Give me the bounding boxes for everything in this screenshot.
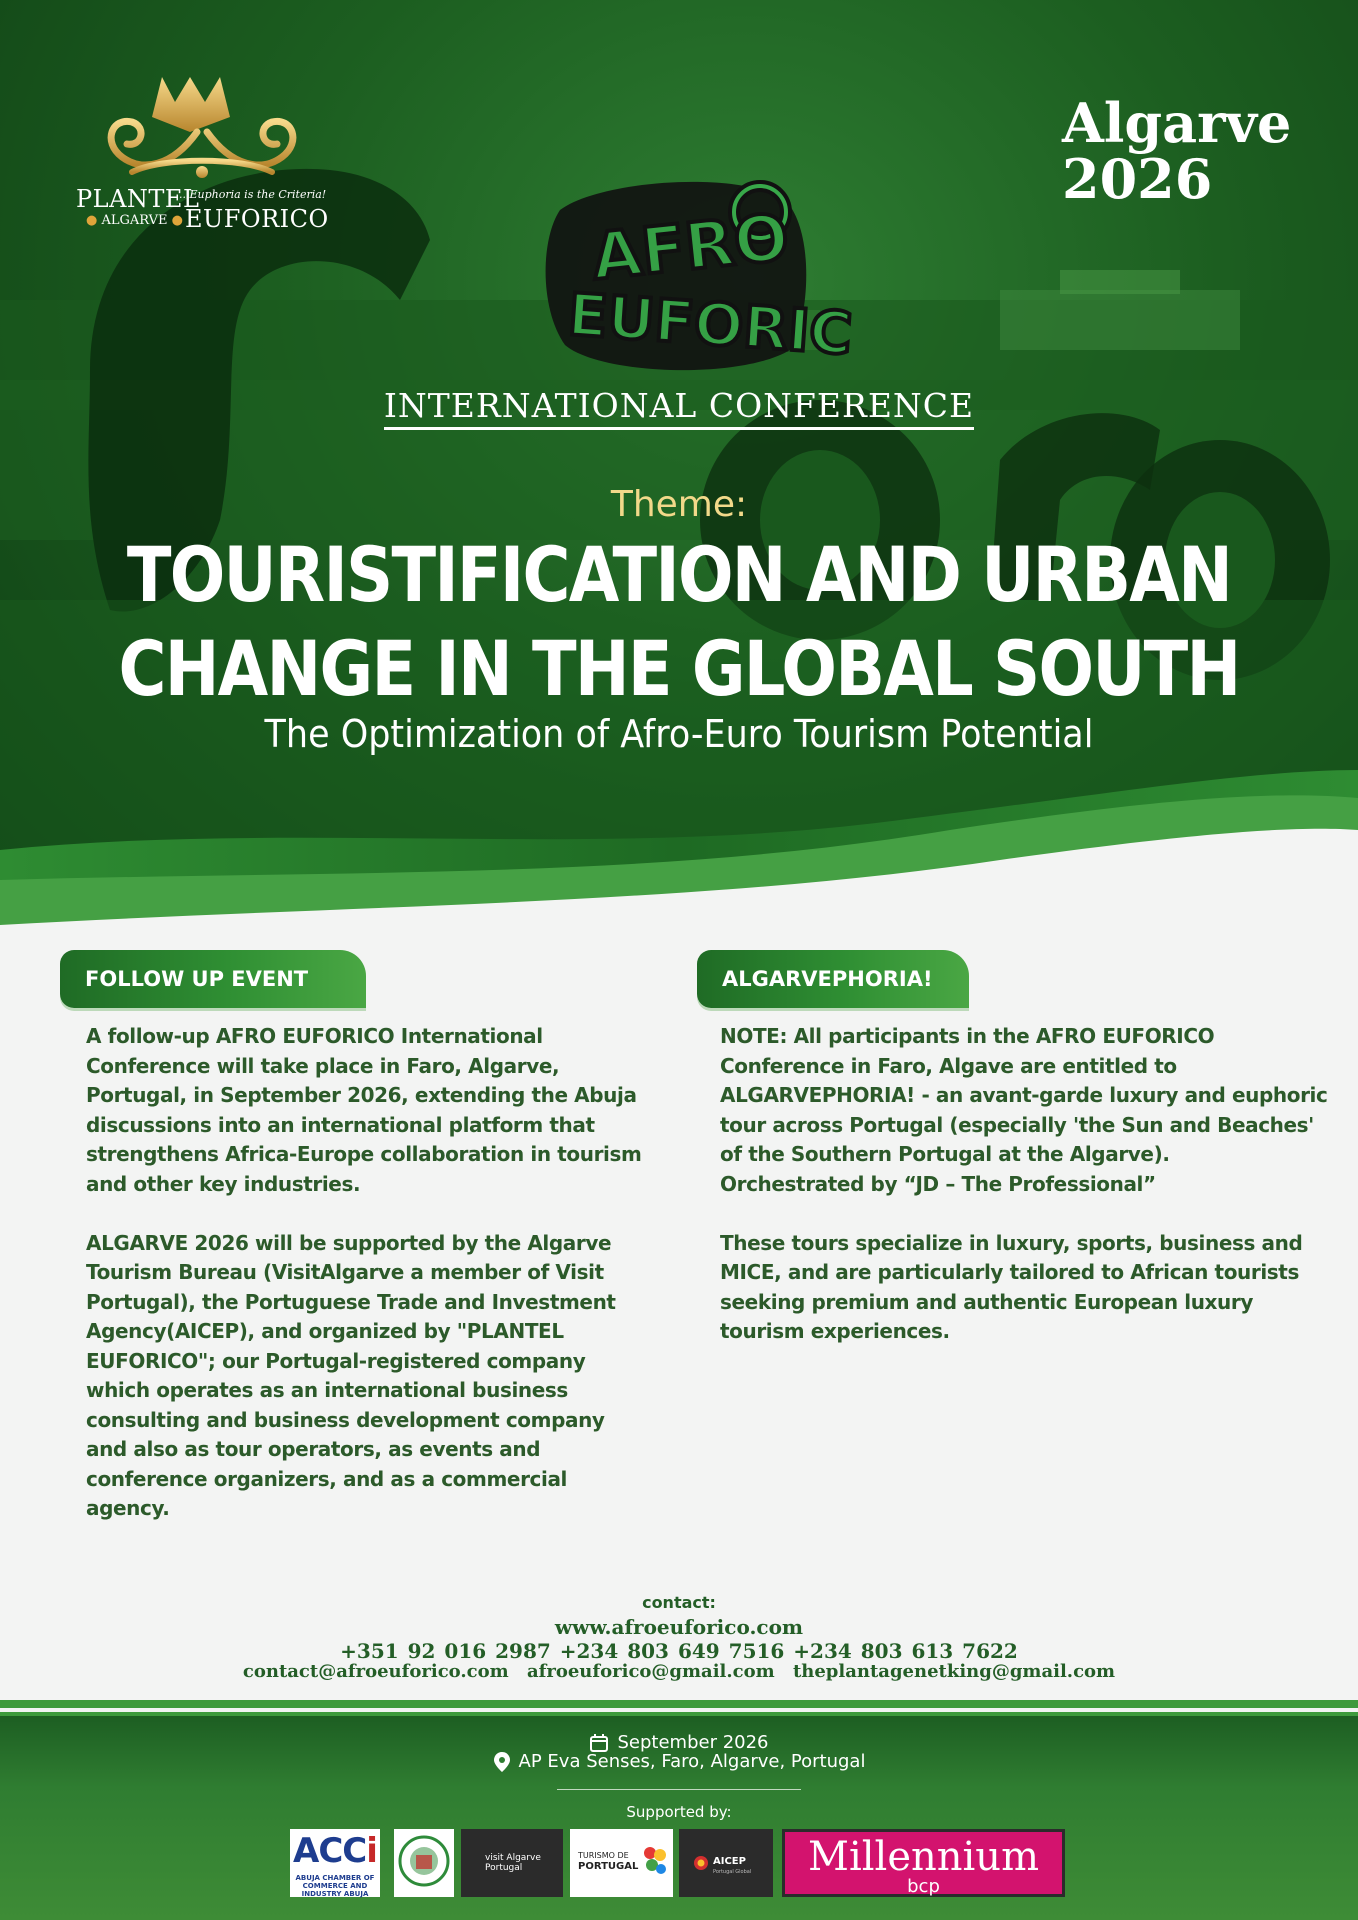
- contact-emails: [0, 1661, 1358, 1682]
- turismo-line1: TURISMO DE: [578, 1851, 629, 1860]
- plantel-region: ● ALGARVE ●: [86, 213, 183, 228]
- algarvephoria-heading: ALGARVEPHORIA!: [697, 950, 969, 1008]
- event-date: [0, 1732, 1358, 1753]
- event-date-text: September 2026: [617, 1732, 769, 1753]
- location-pin-icon: [493, 1751, 511, 1773]
- acci-subtitle: ABUJA CHAMBER OF COMMERCE AND INDUSTRY ABUJA: [295, 1874, 375, 1898]
- algarvephoria-text: [720, 1022, 1330, 1376]
- plantel-tagline: ...Euphoria is the Criteria!: [179, 188, 327, 201]
- calendar-icon: [589, 1733, 609, 1753]
- turismo-line2: PORTUGAL: [578, 1861, 639, 1872]
- millennium-bcp: bcp: [907, 1876, 940, 1897]
- aicep-subtitle: Portugal Global: [713, 1869, 752, 1875]
- plantel-euforico-name: EUFORICO: [185, 205, 329, 233]
- nigeria-seal-logo: [394, 1829, 454, 1897]
- contact-phones: +351 92 016 2987 +234 803 649 7516 +234 803 613 7622: [340, 1639, 1018, 1663]
- hero-banner: [0, 0, 1358, 930]
- event-title-line2: 2026: [1062, 147, 1213, 211]
- turismo-de-portugal-logo: [570, 1829, 673, 1897]
- follow-up-event-text: [86, 1022, 646, 1553]
- algarvephoria-orchestrated: Orchestrated by “JD – The Professional”: [720, 1171, 1156, 1196]
- theme-title-line1: TOURISTIFICATION AND URBAN: [126, 530, 1232, 619]
- coat-of-arms-icon: [394, 1829, 454, 1897]
- aicep-name: AICEP: [713, 1856, 746, 1867]
- acci-word-a: ACC: [293, 1831, 367, 1871]
- plantel-region-text: ALGARVE: [101, 213, 168, 228]
- millennium-name: Millennium: [807, 1834, 1039, 1880]
- event-title: [1062, 91, 1322, 211]
- contact-email-2[interactable]: afroeuforico@gmail.com: [526, 1661, 775, 1682]
- contact-email-1[interactable]: contact@afroeuforico.com: [242, 1661, 509, 1682]
- acci-word-b: i: [366, 1831, 377, 1871]
- conference-heading: [0, 386, 1358, 425]
- afro-logo-line2: EUFORIC: [565, 280, 855, 368]
- acci-wordmark: [293, 1831, 377, 1871]
- theme-subtitle: The Optimization of Afro-Euro Tourism Potential: [264, 712, 1094, 756]
- theme-title: [95, 528, 1263, 716]
- event-location-text: AP Eva Senses, Faro, Algarve, Portugal: [518, 1751, 866, 1772]
- algarvephoria-paragraph-1: NOTE: All participants in the AFRO EUFORICO Conference in Faro, Algave are entitled to ALGARVEPHORIA! - an avant-garde luxury and euphoric tour across Portugal (especially 'the Sun and Beaches' of the Southern Portugal at the Algarve).: [720, 1024, 1328, 1166]
- algarvephoria-paragraph-2: These tours specialize in luxury, sports, business and MICE, and are particularly tailored to African tourists seeking premium and authentic European luxury tourism experiences.: [720, 1230, 1303, 1343]
- acci-logo: [290, 1829, 380, 1897]
- footer-rule: [557, 1789, 801, 1790]
- follow-up-paragraph-1: A follow-up AFRO EUFORICO International Conference will take place in Faro, Algarve, Portugal, in September 2026, extending the Abuja discussions into an international platform that strengthens Africa-Europe collaboration in tourism and other key industries.: [86, 1024, 642, 1196]
- theme-label: Theme:: [610, 484, 748, 525]
- contact-email-3[interactable]: theplantagenetking@gmail.com: [792, 1661, 1116, 1682]
- conference-heading-text: INTERNATIONAL CONFERENCE: [384, 386, 974, 430]
- plantel-euforico-logo: [72, 72, 332, 242]
- visit-algarve-logo: visit Algarve Portugal: [461, 1829, 563, 1897]
- follow-up-paragraph-2: ALGARVE 2026 will be supported by the Algarve Tourism Bureau (VisitAlgarve a member of Visit Portugal), the Portuguese Trade and Investment Agency(AICEP), and organized by "PLANTEL EUFORICO"; our Portugal-registered company which operates as an international business consulting and business development company and also as tour operators, as events and conference organizers, and as a commercial agency.: [86, 1230, 616, 1520]
- turismo-flower-icon: [642, 1845, 668, 1879]
- contact-website[interactable]: www.afroeuforico.com: [554, 1615, 804, 1639]
- divider-thick: [0, 1700, 1358, 1708]
- supported-by-label: Supported by:: [626, 1803, 732, 1821]
- aicep-emblem-icon: [693, 1855, 709, 1871]
- gold-crown-icon: [72, 72, 332, 182]
- plantel-name: PLANTEL: [76, 185, 200, 213]
- footer: [0, 1716, 1358, 1920]
- theme-title-line2: CHANGE IN THE GLOBAL SOUTH: [118, 624, 1240, 713]
- event-location: [0, 1751, 1358, 1773]
- event-title-line1: Algarve: [1062, 91, 1292, 155]
- millennium-bcp-logo: [782, 1829, 1065, 1897]
- follow-up-event-heading: FOLLOW UP EVENT: [60, 950, 366, 1008]
- afro-logo-line1: AFRO: [588, 200, 793, 296]
- aicep-logo: [679, 1829, 773, 1897]
- contact-label: contact:: [642, 1593, 716, 1612]
- afro-euforico-logo: [540, 170, 855, 380]
